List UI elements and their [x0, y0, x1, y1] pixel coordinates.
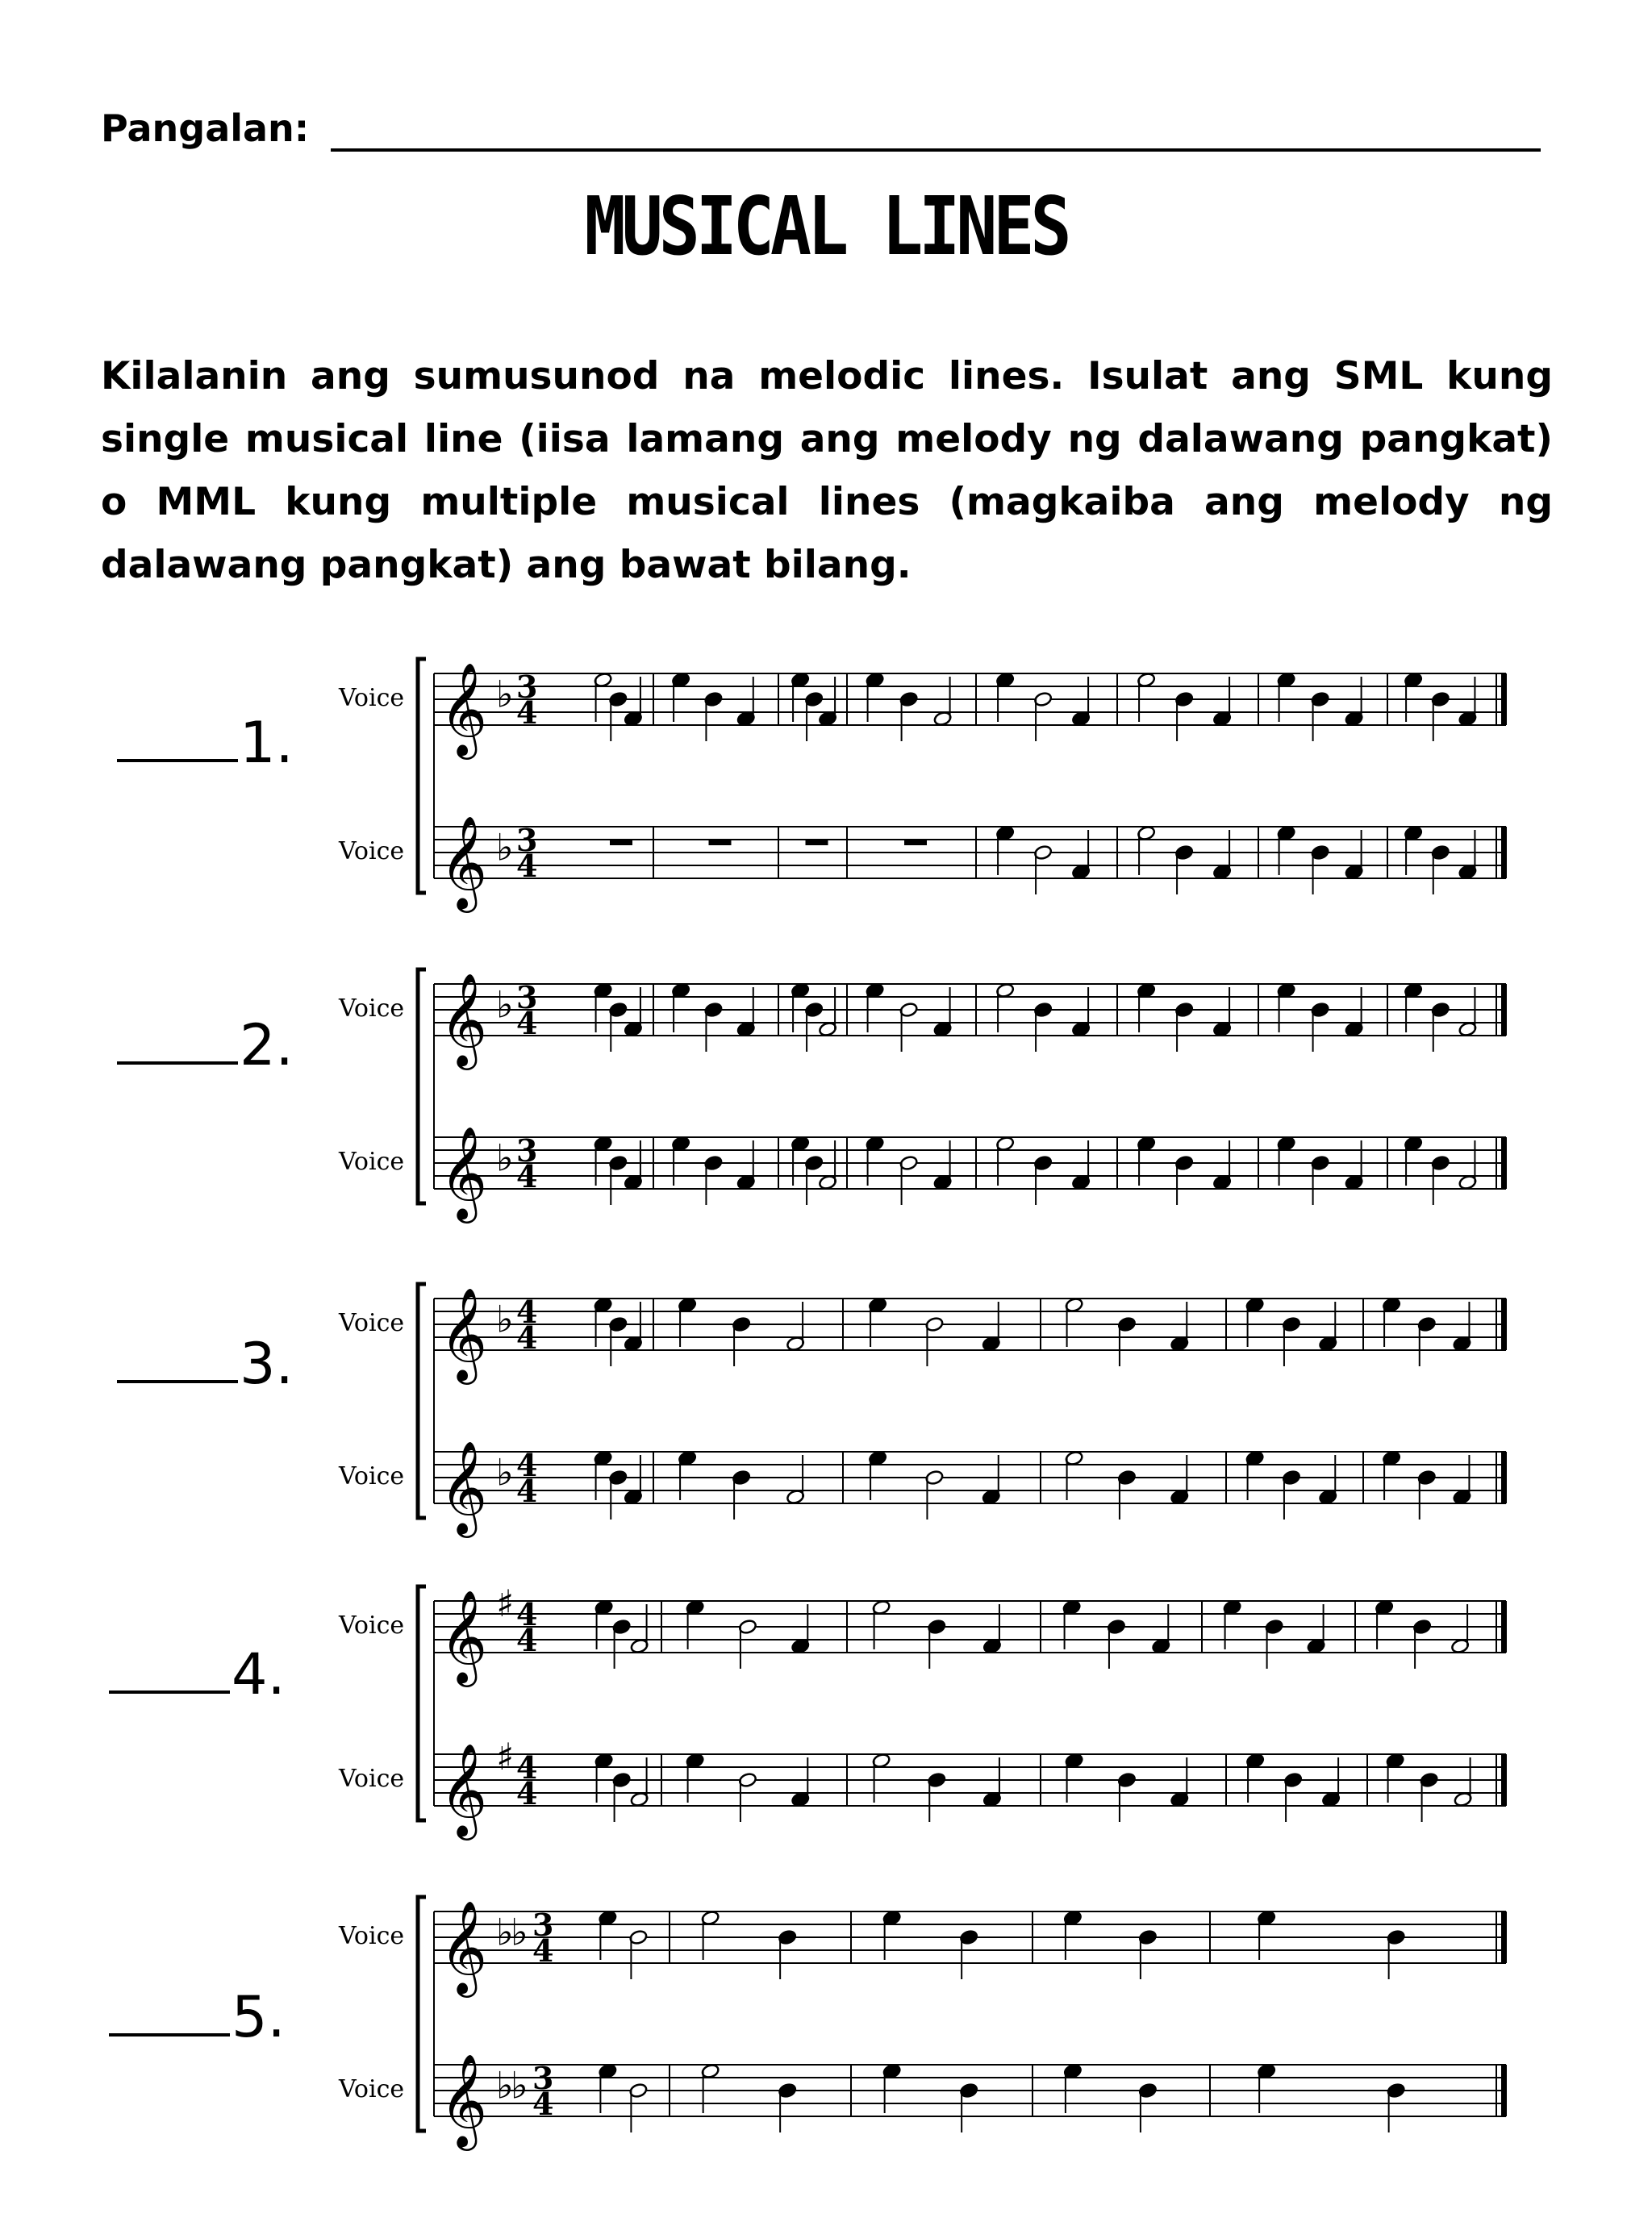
- system-bracket: [418, 1586, 426, 1820]
- treble-clef-icon: 𝄞: [440, 1899, 488, 1994]
- voice-label: Voice: [339, 994, 405, 1023]
- system-bracket: [418, 1284, 426, 1518]
- rest-icon: [806, 840, 828, 845]
- answer-blank[interactable]: [117, 1061, 238, 1065]
- time-signature-bottom: 4: [516, 1473, 538, 1509]
- time-signature-bottom: 4: [516, 694, 538, 731]
- time-signature-bottom: 4: [516, 848, 538, 884]
- flat-icon: ♭: [496, 1910, 514, 1954]
- item-5-label: 5.: [109, 1984, 286, 2050]
- final-barline: [1501, 827, 1507, 878]
- staff: [338, 1899, 1507, 1998]
- score-item-2: [331, 952, 1573, 1219]
- treble-clef-icon: 𝄞: [440, 1742, 488, 1836]
- treble-clef-icon: 𝄞: [440, 1286, 488, 1381]
- item-2-label: 2.: [117, 1012, 294, 1078]
- score-item-4: [331, 1569, 1573, 1836]
- system-bracket: [418, 659, 426, 893]
- time-signature-bottom: 4: [532, 2086, 554, 2122]
- time-signature-bottom: 4: [532, 1932, 554, 1969]
- staff: [338, 2053, 1507, 2151]
- final-barline: [1501, 1137, 1507, 1189]
- flat-icon: ♭: [511, 1910, 528, 1954]
- time-signature-top: 3: [532, 1907, 554, 1943]
- answer-blank[interactable]: [109, 1690, 230, 1694]
- rest-icon: [904, 840, 927, 845]
- sharp-icon: ♯: [496, 1582, 515, 1626]
- voice-label: Voice: [339, 2075, 405, 2103]
- answer-blank[interactable]: [117, 759, 238, 762]
- flat-icon: ♭: [496, 1136, 514, 1180]
- score-item-1: [331, 641, 1573, 909]
- name-field-line[interactable]: [331, 148, 1541, 152]
- treble-clef-icon: 𝄞: [440, 972, 488, 1066]
- treble-clef-icon: 𝄞: [440, 815, 488, 909]
- flat-icon: ♭: [496, 2063, 514, 2107]
- final-barline: [1501, 1452, 1507, 1503]
- voice-label: Voice: [339, 1462, 405, 1490]
- staff: [338, 661, 1507, 760]
- final-barline: [1501, 1754, 1507, 1806]
- score-svg: [331, 1569, 1573, 1836]
- treble-clef-icon: 𝄞: [440, 1589, 488, 1683]
- voice-label: Voice: [339, 1765, 405, 1793]
- time-signature-bottom: 4: [516, 1319, 538, 1356]
- flat-icon: ♭: [496, 825, 514, 869]
- flat-icon: ♭: [496, 1450, 514, 1495]
- time-signature-top: 3: [516, 669, 538, 705]
- time-signature-bottom: 4: [516, 1622, 538, 1658]
- time-signature-top: 4: [516, 1447, 538, 1483]
- final-barline: [1501, 984, 1507, 1036]
- voice-label: Voice: [339, 1922, 405, 1950]
- sharp-icon: ♯: [496, 1735, 515, 1779]
- flat-icon: ♭: [496, 982, 514, 1027]
- staff: [338, 1735, 1507, 1841]
- final-barline: [1501, 1601, 1507, 1653]
- score-svg: [331, 641, 1573, 909]
- staff: [338, 1125, 1507, 1224]
- treble-clef-icon: 𝄞: [440, 1125, 488, 1219]
- flat-icon: ♭: [496, 1297, 514, 1341]
- voice-label: Voice: [339, 1611, 405, 1640]
- answer-blank[interactable]: [109, 2033, 230, 2036]
- staff: [338, 815, 1507, 913]
- flat-icon: ♭: [511, 2063, 528, 2107]
- instructions: Kilalanin ang sumusunod na melodic lines. Isulat ang SML kung single musical line (iisa lamang ang melody ng dalawang pangkat) o MML kung multiple musical lines (magkaiba ang melody ng dalawang pangkat) ang bawat bilang.: [101, 354, 1553, 587]
- score-item-5: [331, 1879, 1573, 2147]
- system-bracket: [418, 1897, 426, 2131]
- voice-label: Voice: [339, 684, 405, 712]
- time-signature-top: 4: [516, 1294, 538, 1330]
- final-barline: [1501, 1299, 1507, 1350]
- item-1-label: 1.: [117, 710, 294, 776]
- staff: [338, 1440, 1507, 1538]
- voice-label: Voice: [339, 1148, 405, 1176]
- final-barline: [1501, 2065, 1507, 2116]
- staff: [338, 972, 1507, 1070]
- score-svg: [331, 1879, 1573, 2147]
- time-signature-top: 3: [516, 822, 538, 858]
- answer-blank[interactable]: [117, 1380, 238, 1383]
- staff: [338, 1582, 1507, 1687]
- time-signature-top: 3: [532, 2060, 554, 2096]
- time-signature-top: 3: [516, 979, 538, 1015]
- name-row: [101, 106, 1545, 155]
- staff: [338, 1286, 1507, 1385]
- worksheet-title: MUSICAL LINES: [584, 179, 1068, 273]
- time-signature-bottom: 4: [516, 1158, 538, 1194]
- score-svg: [331, 1266, 1573, 1534]
- time-signature-top: 3: [516, 1132, 538, 1169]
- final-barline: [1501, 673, 1507, 725]
- treble-clef-icon: 𝄞: [440, 661, 488, 756]
- name-label: Pangalan:: [101, 106, 310, 150]
- item-3-label: 3.: [117, 1331, 294, 1397]
- treble-clef-icon: 𝄞: [440, 2053, 488, 2147]
- final-barline: [1501, 1911, 1507, 1963]
- system-bracket: [418, 969, 426, 1203]
- time-signature-bottom: 4: [516, 1005, 538, 1041]
- voice-label: Voice: [339, 837, 405, 865]
- rest-icon: [610, 840, 632, 845]
- time-signature-top: 4: [516, 1749, 538, 1786]
- item-4-label: 4.: [109, 1641, 286, 1707]
- rest-icon: [709, 840, 732, 845]
- voice-label: Voice: [339, 1309, 405, 1337]
- score-svg: [331, 952, 1573, 1219]
- time-signature-bottom: 4: [516, 1775, 538, 1811]
- treble-clef-icon: 𝄞: [440, 1440, 488, 1534]
- time-signature-top: 4: [516, 1596, 538, 1632]
- flat-icon: ♭: [496, 672, 514, 716]
- score-item-3: [331, 1266, 1573, 1534]
